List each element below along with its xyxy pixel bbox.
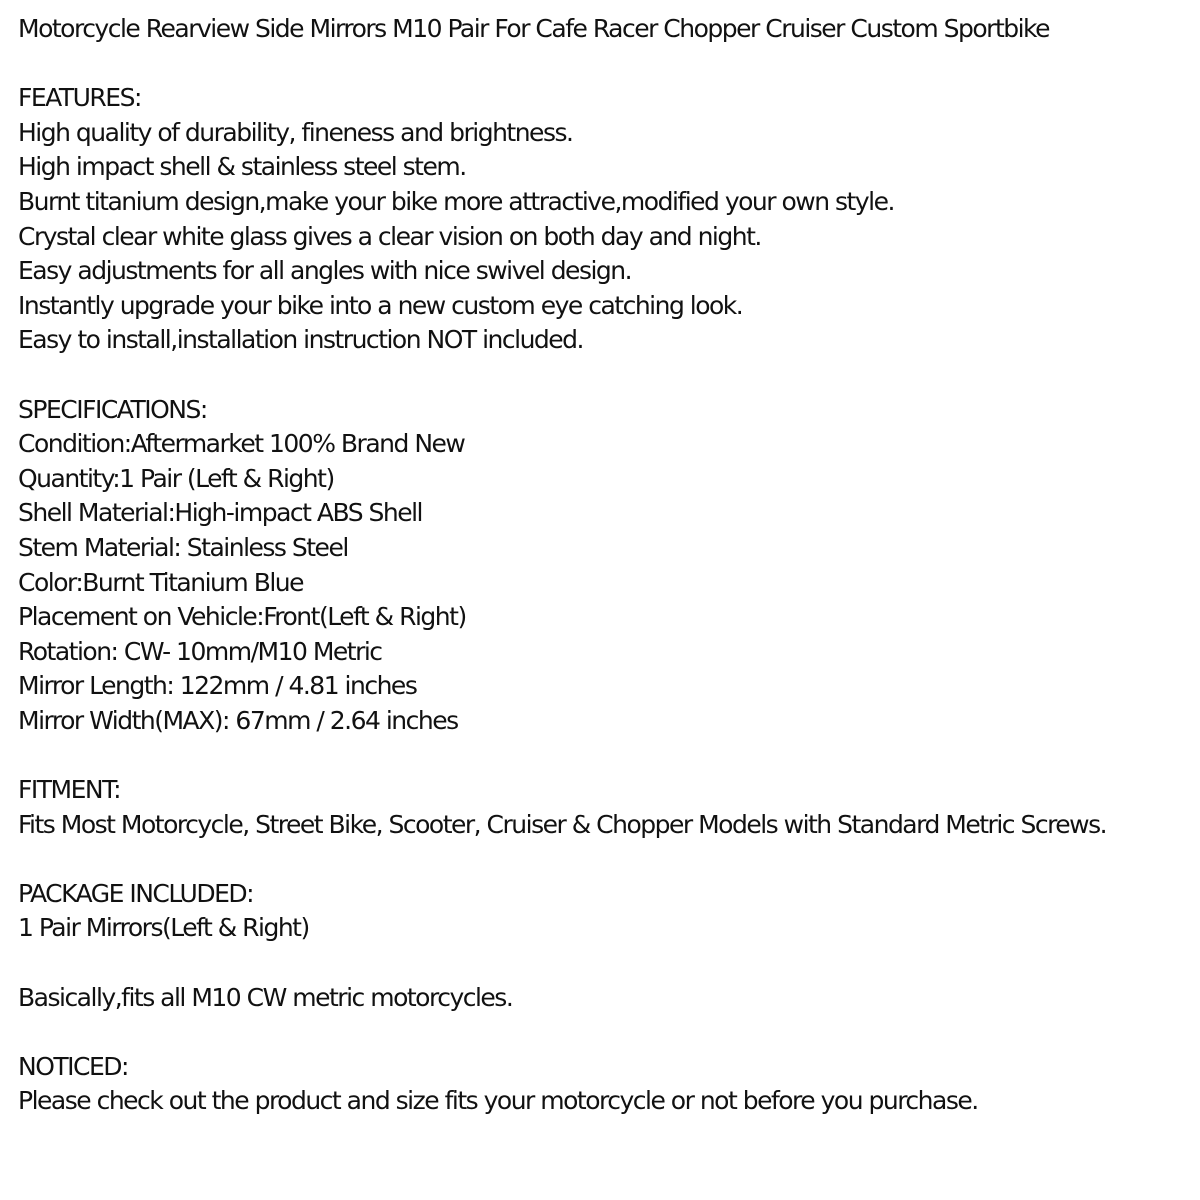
spec-item: Condition:Aftermarket 100% Brand New <box>18 429 465 459</box>
feature-item: High quality of durability, fineness and brightness. <box>18 117 573 147</box>
spec-item: Placement on Vehicle:Front(Left & Right) <box>18 602 466 632</box>
feature-item: Easy adjustments for all angles with nice swivel design. <box>18 256 632 286</box>
spec-item: Shell Material:High-impact ABS Shell <box>18 498 422 528</box>
spec-item: Color:Burnt Titanium Blue <box>18 567 304 597</box>
noticed-heading: NOTICED: <box>18 1051 128 1081</box>
features-section <box>18 81 1188 358</box>
specifications-heading: SPECIFICATIONS: <box>18 394 207 424</box>
spacer <box>18 738 1188 773</box>
spacer <box>18 47 1188 82</box>
feature-item: Instantly upgrade your bike into a new custom eye catching look. <box>18 290 743 320</box>
fitment-heading: FITMENT: <box>18 775 121 805</box>
spacer <box>18 946 1188 981</box>
spacer <box>18 358 1188 393</box>
noticed-text: Please check out the product and size fits your motorcycle or not before you purchase. <box>18 1086 978 1116</box>
fitment-text: Fits Most Motorcycle, Street Bike, Scooter, Cruiser & Chopper Models with Standard Metric Screws. <box>18 809 1107 839</box>
feature-item: High impact shell & stainless steel stem. <box>18 152 466 182</box>
spec-item: Quantity:1 Pair (Left & Right) <box>18 463 334 493</box>
feature-item: Crystal clear white glass gives a clear vision on both day and night. <box>18 221 761 251</box>
feature-item: Easy to install,installation instruction NOT included. <box>18 325 583 355</box>
specifications-section <box>18 393 1188 739</box>
spec-item: Mirror Length: 122mm / 4.81 inches <box>18 671 417 701</box>
spec-item: Stem Material: Stainless Steel <box>18 532 348 562</box>
compatibility-note: Basically,fits all M10 CW metric motorcycles. <box>18 982 513 1012</box>
features-heading: FEATURES: <box>18 83 141 113</box>
noticed-section <box>18 1050 1188 1119</box>
spacer <box>18 842 1188 877</box>
package-text: 1 Pair Mirrors(Left & Right) <box>18 913 309 943</box>
product-title: Motorcycle Rearview Side Mirrors M10 Pair For Cafe Racer Chopper Cruiser Custom Sportbike <box>18 14 1050 43</box>
fitment-section <box>18 773 1188 842</box>
spec-item: Rotation: CW- 10mm/M10 Metric <box>18 636 382 666</box>
feature-item: Burnt titanium design,make your bike more attractive,modified your own style. <box>18 186 894 216</box>
spec-item: Mirror Width(MAX): 67mm / 2.64 inches <box>18 705 458 735</box>
spacer <box>18 1015 1188 1050</box>
package-heading: PACKAGE INCLUDED: <box>18 878 254 908</box>
product-description <box>18 12 1188 1119</box>
package-section <box>18 877 1188 946</box>
